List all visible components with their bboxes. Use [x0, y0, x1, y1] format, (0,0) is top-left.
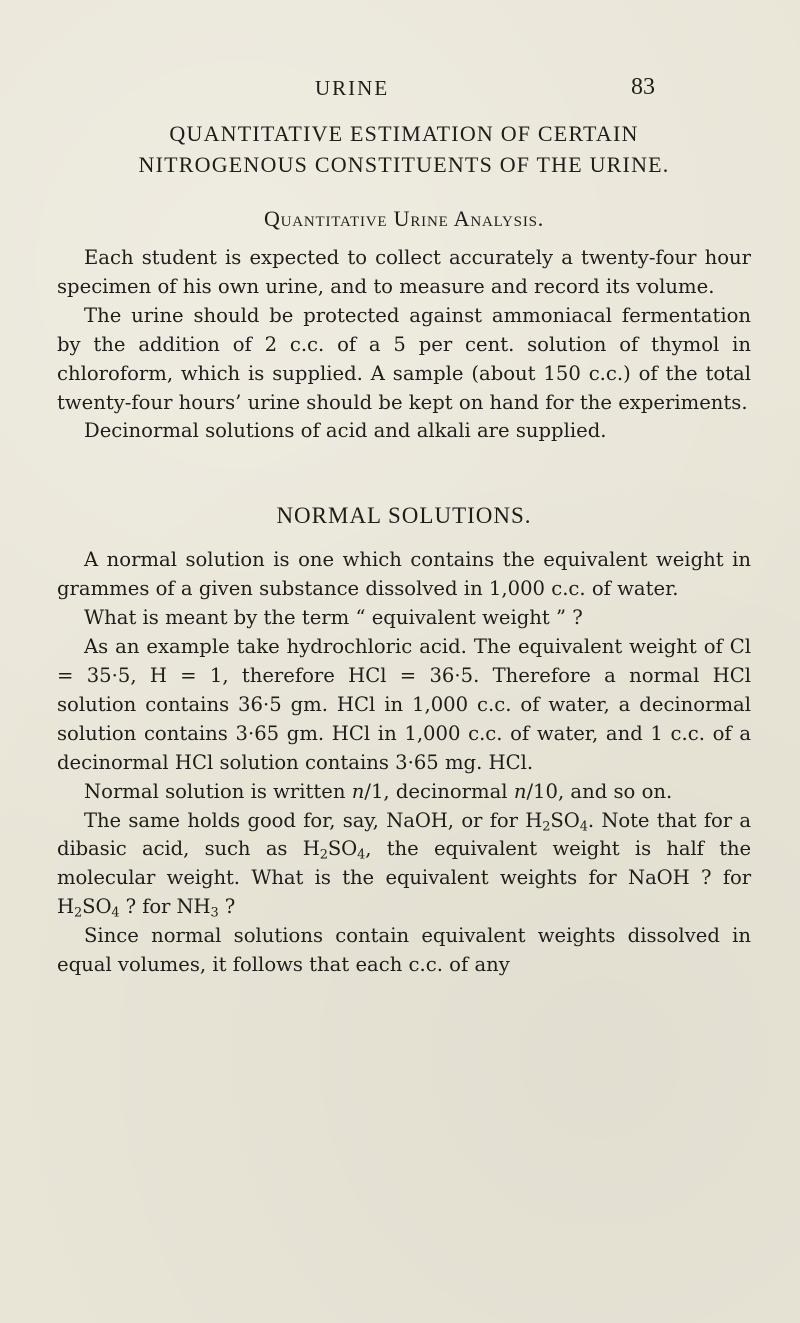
page-number: 83 [631, 74, 655, 100]
subscript-o4-2: 4 [357, 848, 366, 864]
running-head [315, 76, 655, 106]
normal-notation-n-1: n [351, 779, 365, 803]
paragraph-equivalent-question: What is meant by the term “ equivalent weight ” ? [84, 606, 583, 630]
dibasic-text-c: . Note that for a dibasic acid, such as H [57, 808, 751, 861]
subscript-nh3: 3 [210, 905, 219, 921]
subscript-o4-3: 4 [111, 905, 120, 921]
paragraph-specimen-collection: Each student is expected to collect accurately a twenty-four hour specimen of his own urine, and to measure and record its volume. [57, 246, 751, 298]
paragraph-dibasic-acid [57, 807, 751, 923]
dibasic-text-g: ? for NH [119, 895, 211, 919]
dibasic-text-a: The same holds good for, say, NaOH, or for H [84, 808, 543, 832]
paragraph-normal-definition: A normal solution is one which contains the equivalent weight in grammes of a given substance dissolved in 1,000 c.c. of water. [57, 548, 751, 601]
paragraph-protection-thymol: The urine should be protected against ammoniacal fermentation by the addition of 2 c.c. of a 5 per cent. solution of thymol in chloroform, which is supplied. A sample (about 150 c.c.) of the total twenty-four hours’ urine should be kept on hand for the experiments. [57, 303, 751, 414]
chapter-title-line-1: QUANTITATIVE ESTIMATION OF CERTAIN [169, 121, 639, 146]
dibasic-text-d: SO [327, 837, 358, 861]
chapter-title [57, 118, 751, 180]
chapter-title-line-2: NITROGENOUS CONSTITUENTS OF THE URINE. [138, 152, 670, 177]
subscript-h2-3: 2 [74, 905, 83, 921]
paragraph-normal-notation [57, 778, 751, 807]
dibasic-text-b: SO [550, 808, 580, 832]
normal-notation-n-2: n [513, 779, 527, 803]
paragraph-normal-notation-prefix: Normal solution is written [84, 779, 352, 803]
page-content [57, 118, 751, 980]
paragraph-hydrochloric-example: As an example take hydrochloric acid. The equivalent weight of Cl = 35·5, H = 1, therefore HCl = 36·5. Therefore a normal HCl solution contains 36·5 gm. HCl in 1,000 c.c. of water, a decinormal solution contains 3·65 gm. HCl in 1,000 c.c. of water, and 1 c.c. of a decinormal HCl solution contains 3·65 mg. HCl. [57, 635, 751, 774]
dibasic-text-e: , the equivalent weight is half the molecular weight. What is the equivalent weights for NaOH ? for H [57, 837, 751, 919]
dibasic-text-f: SO [82, 895, 112, 919]
running-head-title: URINE [315, 76, 390, 100]
dibasic-text-h: ? [218, 895, 236, 919]
subscript-h2-1: 2 [542, 819, 551, 835]
paragraph-decinormal-supplied: Decinormal solutions of acid and alkali are supplied. [84, 419, 607, 443]
paragraph-equal-volumes: Since normal solutions contain equivalent weights dissolved in equal volumes, it follows that each c.c. of any [57, 924, 751, 977]
section-heading-quantitative-urine-analysis: Quantitative Urine Analysis. [263, 206, 545, 231]
paragraph-normal-notation-suffix: /10, and so on. [526, 779, 673, 803]
paragraph-normal-notation-middle: /1, decinormal [364, 779, 514, 803]
section-heading-normal-solutions: NORMAL SOLUTIONS. [276, 503, 532, 529]
subscript-h2-2: 2 [319, 848, 328, 864]
subscript-o4-1: 4 [579, 819, 588, 835]
